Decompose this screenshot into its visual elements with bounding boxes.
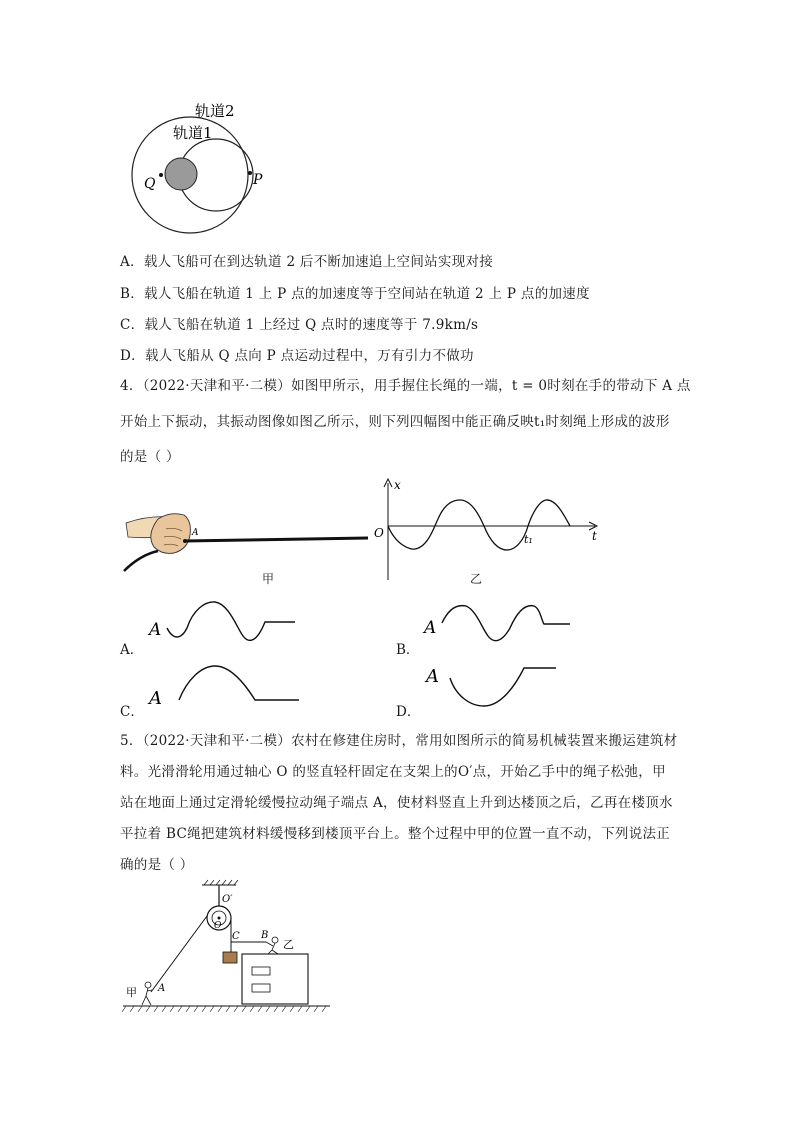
point-p	[248, 171, 252, 175]
q4-option-b-letter: B．	[396, 642, 420, 658]
graph-label-x: x	[394, 478, 401, 492]
label-yi-person: 乙	[283, 938, 294, 951]
label-p: P	[253, 172, 263, 188]
q4-option-a-letter: A．	[120, 642, 144, 658]
label-c: C	[232, 931, 240, 942]
q5-line-5: 确的是（ ）	[120, 857, 194, 873]
label-a-rope: A	[158, 983, 166, 994]
label-orbit1: 轨道1	[173, 124, 213, 142]
pulley-figure	[118, 878, 338, 1018]
label-orbit2: 轨道2	[195, 102, 235, 120]
graph-label-t1: t₁	[524, 533, 533, 546]
q4-line-3: 的是（ ）	[120, 449, 180, 465]
q4-option-d-letter: D．	[396, 704, 421, 720]
hand-rope-figure	[118, 505, 378, 585]
q4-option-c-wave	[145, 660, 305, 710]
q4-option-b-wave	[420, 598, 575, 648]
option-b-mark: A	[424, 618, 437, 638]
q4-option-d-wave	[420, 660, 580, 710]
q5-line-2: 料。光滑滑轮用通过轴心 O 的竖直轻杆固定在支架上的O′点，开始乙手中的绳子松弛，甲	[120, 764, 666, 780]
q4-line-2: 开始上下振动，其振动图像如图乙所示，则下列四幅图中能正确反映t₁时刻绳上形成的波形	[120, 414, 670, 430]
q3-option-c: C．载人飞船在轨道 1 上经过 Q 点时的速度等于 7.9km/s	[120, 317, 479, 333]
graph-label-t: t	[592, 529, 597, 543]
point-a-hand	[183, 539, 187, 543]
label-o: O	[214, 921, 222, 931]
label-b: B	[261, 930, 269, 941]
q3-option-a: A．载人飞船可在到达轨道 2 后不断加速追上空间站实现对接	[120, 254, 494, 270]
option-c-mark: A	[149, 688, 162, 709]
option-a-mark: A	[149, 620, 162, 640]
q3-option-d: D．载人飞船从 Q 点向 P 点运动过程中，万有引力不做功	[120, 348, 474, 364]
vibration-curve	[388, 500, 570, 550]
q5-line-4: 平拉着 BC绳把建筑材料缓慢移到楼顶平台上。整个过程中甲的位置一直不动，下列说法正	[120, 826, 671, 842]
q4-option-c-letter: C．	[120, 704, 144, 720]
q5-line-1: 5．（2022·天津和平·二模）农村在修建住房时，常用如图所示的简易机械装置来搬运建筑材	[120, 733, 678, 749]
label-q: Q	[144, 176, 156, 192]
building	[242, 954, 308, 1004]
q5-line-3: 站在地面上通过定滑轮缓慢拉动绳子端点 A，使材料竖直上升到达楼顶之后，乙再在楼顶水	[120, 795, 673, 811]
orbit-figure	[125, 95, 285, 235]
rope-to-a	[151, 916, 207, 992]
earth	[165, 158, 197, 190]
graph-label-o: O	[374, 526, 384, 540]
vibration-graph	[370, 475, 605, 590]
q4-line-1: 4．（2022·天津和平·二模）如图甲所示，用手握住长绳的一端，t = 0时刻在手的带动下 A 点	[120, 378, 691, 394]
label-jia: 甲	[262, 572, 275, 586]
rope	[184, 538, 368, 541]
q3-option-b: B．载人飞船在轨道 1 上 P 点的加速度等于空间站在轨道 2 上 P 点的加速度	[120, 286, 590, 302]
rope-tail	[124, 551, 158, 571]
label-o-prime: O′	[222, 894, 233, 905]
label-jia-person: 甲	[126, 986, 137, 999]
label-yi: 乙	[470, 572, 483, 586]
q4-option-a-wave	[145, 598, 300, 648]
material-block	[223, 952, 237, 963]
point-q	[159, 173, 163, 177]
option-d-mark: A	[426, 666, 439, 687]
label-a-hand: A	[192, 528, 199, 538]
